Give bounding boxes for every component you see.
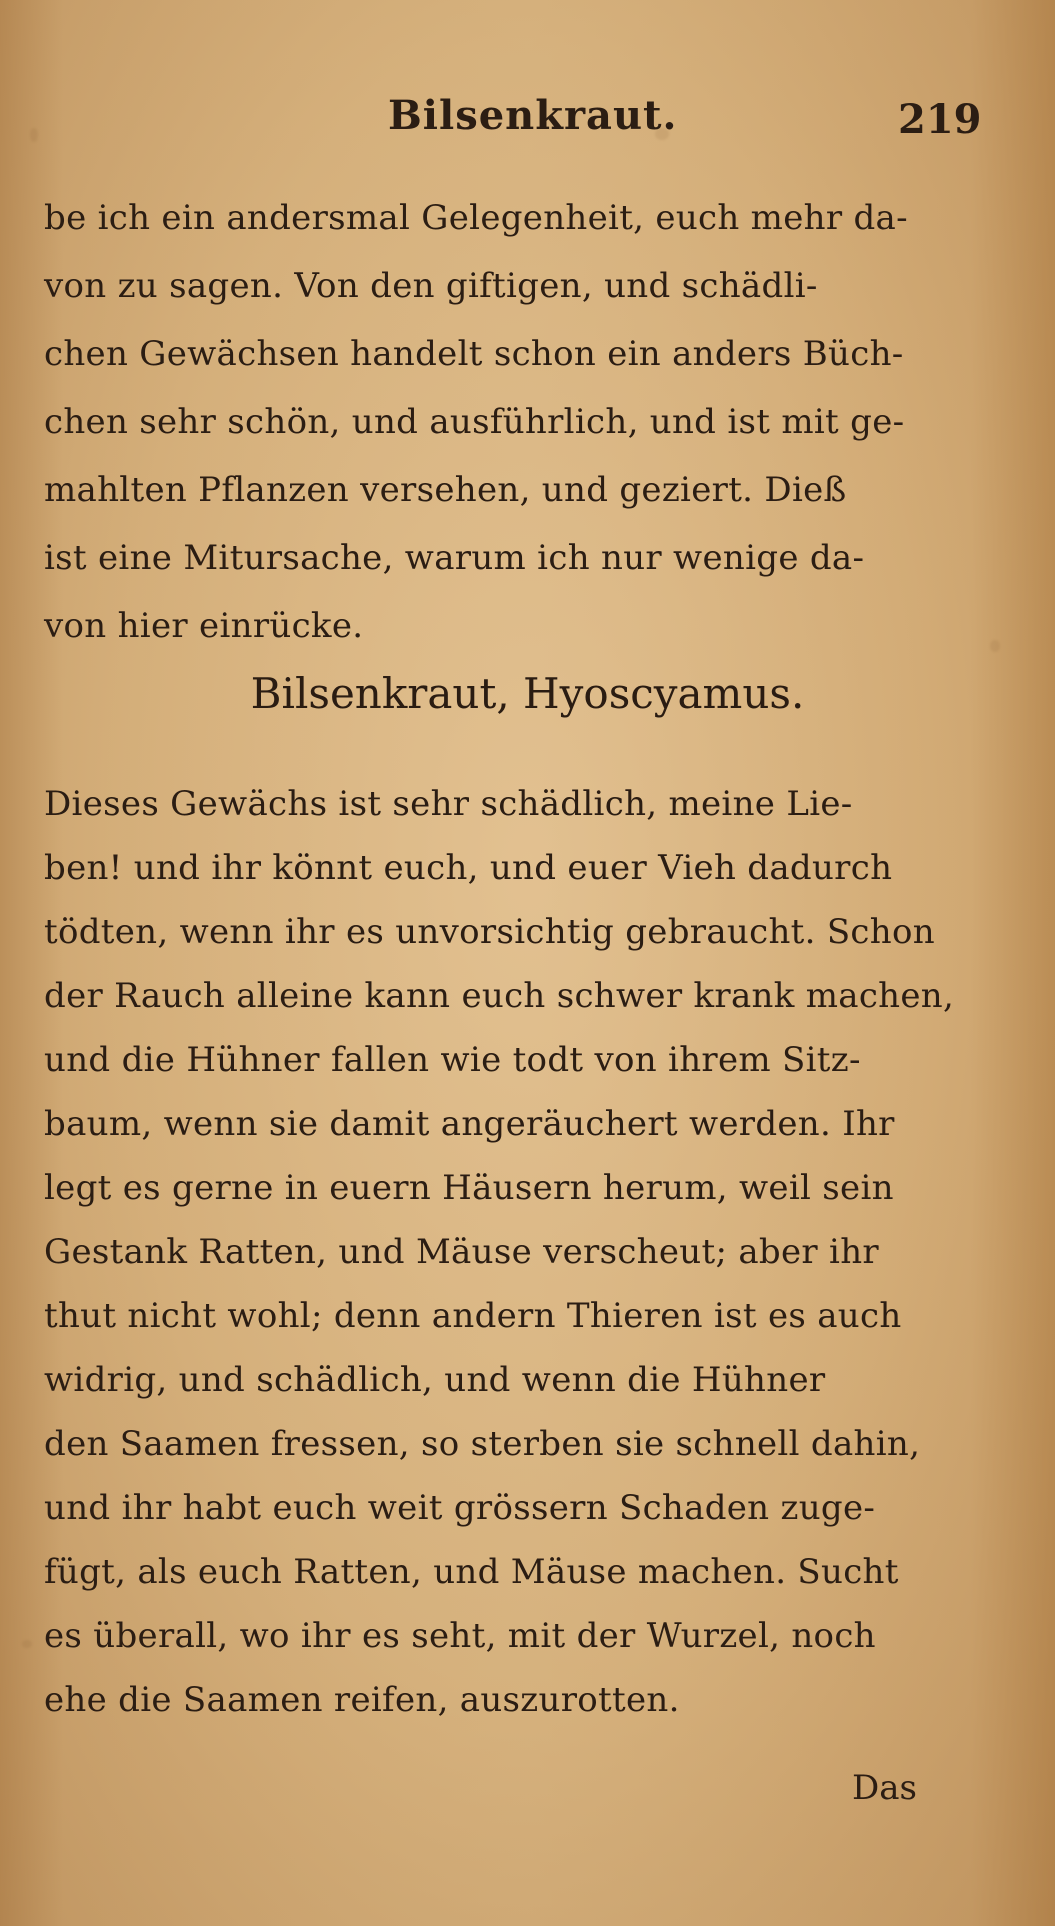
text-line: Dieses Gewächs ist sehr schädlich, meine Lie- [44,784,853,824]
text-line: tödten, wenn ihr es unvorsichtig gebraucht. Schon [44,912,935,952]
text-line: widrig, und schädlich, und wenn die Hühner [44,1360,826,1400]
text-line: baum, wenn sie damit angeräuchert werden. Ihr [44,1104,895,1144]
page-number: 219 [898,96,982,143]
text-line: thut nicht wohl; denn andern Thieren ist es auch [44,1296,902,1336]
text-line: und die Hühner fallen wie todt von ihrem Sitz- [44,1040,861,1080]
section-heading: Bilsenkraut, Hyoscyamus. [250,669,805,718]
text-line: ben! und ihr könnt euch, und euer Vieh dadurch [44,848,893,888]
text-line: ehe die Saamen reifen, auszurotten. [44,1680,680,1720]
text-line: den Saamen fressen, so sterben sie schnell dahin, [44,1424,921,1464]
page-header [0,92,1055,152]
paper-stain [22,1640,32,1648]
text-line: und ihr habt euch weit grössern Schaden zuge- [44,1488,876,1528]
text-line: ist eine Mitursache, warum ich nur wenige da- [44,538,865,578]
text-line: be ich ein andersmal Gelegenheit, euch mehr da- [44,198,908,238]
running-head: Bilsenkraut. [388,92,678,139]
text-line: von zu sagen. Von den giftigen, und schädli- [44,266,818,306]
text-line: fügt, als euch Ratten, und Mäuse machen. Sucht [44,1552,899,1592]
text-line: es überall, wo ihr es seht, mit der Wurzel, noch [44,1616,876,1656]
text-line: der Rauch alleine kann euch schwer krank machen, [44,976,955,1016]
catchword: Das [852,1768,917,1808]
text-line: mahlten Pflanzen versehen, und geziert. Dieß [44,470,847,510]
text-line: legt es gerne in euern Häusern herum, weil sein [44,1168,894,1208]
text-line: Gestank Ratten, und Mäuse verscheut; aber ihr [44,1232,879,1272]
text-line: chen Gewächsen handelt schon ein anders Büch- [44,334,904,374]
text-line: von hier einrücke. [44,606,364,646]
text-line: chen sehr schön, und ausführlich, und ist mit ge- [44,402,905,442]
